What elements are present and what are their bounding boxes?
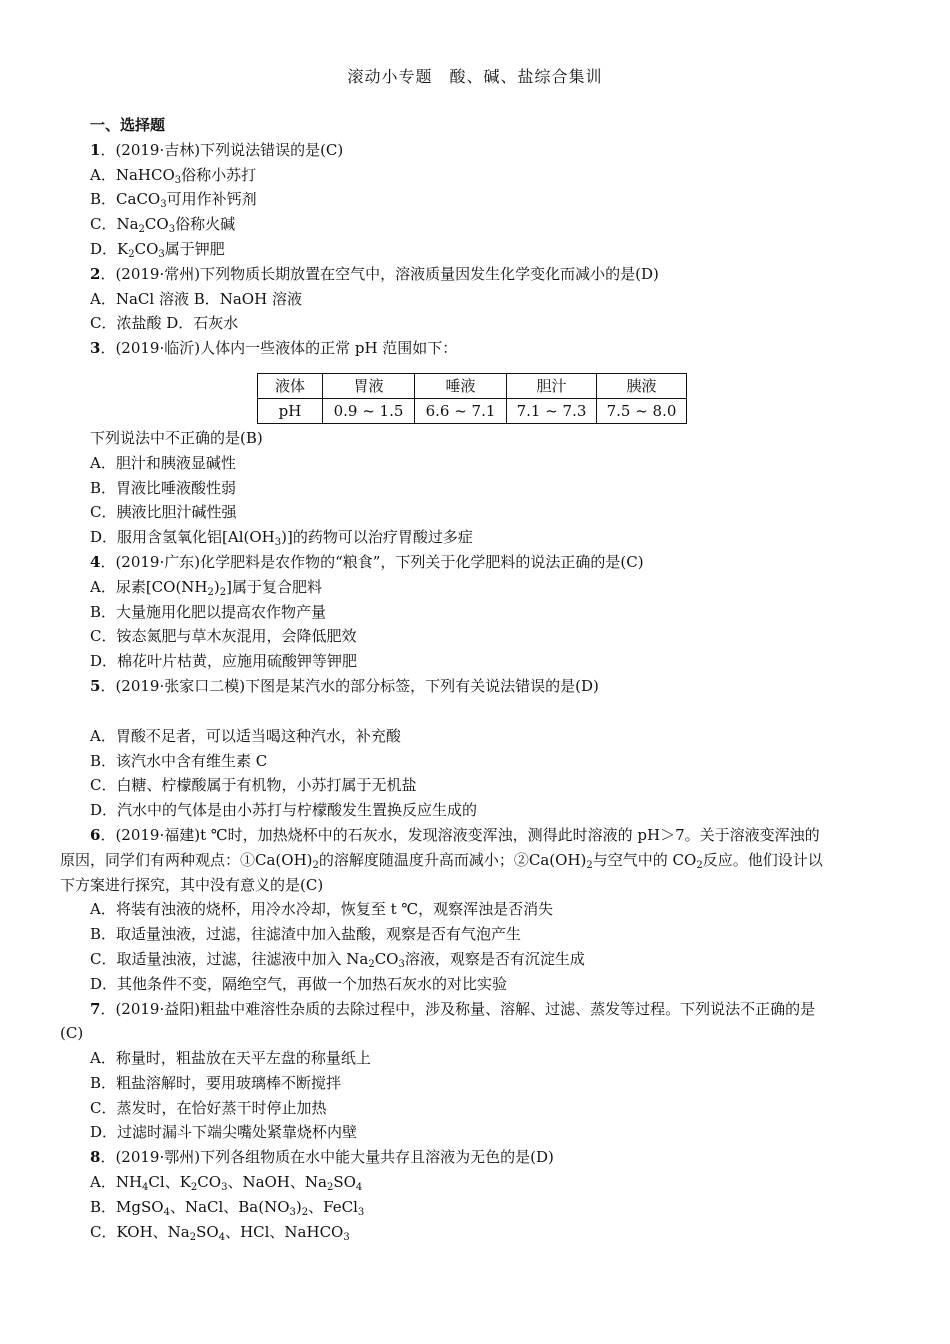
q3-option-d: D．服用含氢氧化铝$[Al(OH_3)]$的药物可以治疗胃酸过多症 bbox=[90, 528, 473, 549]
table-cell: 唾液 bbox=[415, 373, 507, 398]
question-3-stem: 3．(2019·临沂)人体内一些液体的正常 pH 范围如下： bbox=[90, 339, 458, 358]
table-cell: 胆汁 bbox=[507, 373, 597, 398]
question-1-stem: 1．(2019·吉林)下列说法错误的是(C) bbox=[90, 140, 344, 159]
table-cell: 7.5 ~ 8.0 bbox=[597, 398, 687, 423]
table-cell: 0.9 ~ 1.5 bbox=[323, 398, 415, 423]
q2-options-ab: A．NaCl 溶液 B．NaOH 溶液 bbox=[90, 289, 302, 308]
q7-option-d: D．过滤时漏斗下端尖嘴处紧靠烧杯内壁 bbox=[90, 1123, 358, 1142]
table-cell: 液体 bbox=[258, 373, 323, 398]
q5-option-d: D．汽水中的气体是由小苏打与柠檬酸发生置换反应生成的 bbox=[90, 801, 478, 820]
q3-option-c: C．胰液比胆汁碱性强 bbox=[90, 503, 237, 522]
q1-option-c: C．$Na_2CO_3$俗称火碱 bbox=[90, 215, 236, 236]
q3-option-a: A．胆汁和胰液显碱性 bbox=[90, 453, 236, 472]
q3-option-b: B．胃液比唾液酸性弱 bbox=[90, 478, 237, 497]
table-cell: 6.6 ~ 7.1 bbox=[415, 398, 507, 423]
q5-option-b: B．该汽水中含有维生素 C bbox=[90, 751, 268, 770]
q6-option-c: C．取适量浊液，过滤，往滤液中加入 $Na_2CO_3$溶液，观察是否有沉淀生成 bbox=[90, 949, 585, 970]
q5-option-a: A．胃酸不足者，可以适当喝这种汽水，补充酸 bbox=[90, 726, 401, 745]
q4-option-b: B．大量施用化肥以提高农作物产量 bbox=[90, 602, 327, 621]
ph-table bbox=[257, 373, 687, 424]
question-list bbox=[60, 113, 895, 1244]
table-cell: 7.1 ~ 7.3 bbox=[507, 398, 597, 423]
q8-option-a: A．$NH_4Cl$、$K_2CO_3$、NaOH、$Na_2SO_4$ bbox=[90, 1173, 363, 1194]
q4-option-c: C．铵态氮肥与草木灰混用，会降低肥效 bbox=[90, 627, 357, 646]
question-7-answer: (C) bbox=[60, 1024, 84, 1043]
question-7-stem: 7．(2019·益阳)粗盐中难溶性杂质的去除过程中，涉及称量、溶解、过滤、蒸发等过程。下列说法不正确的是 bbox=[90, 999, 816, 1018]
q6-option-d: D．其他条件不变，隔绝空气，再做一个加热石灰水的对比实验 bbox=[90, 974, 508, 993]
section-heading: 一、选择题 bbox=[90, 116, 166, 134]
label-image-space bbox=[60, 699, 895, 724]
ph-table-header-row bbox=[258, 373, 687, 398]
question-6-stem-end: 下方案进行探究，其中没有意义的是(C) bbox=[60, 875, 324, 894]
q8-option-c: C．KOH、$Na_2SO_4$、HCl、NaHCO$_3$ bbox=[90, 1222, 350, 1243]
q7-option-a: A．称量时，粗盐放在天平左盘的称量纸上 bbox=[90, 1049, 371, 1068]
q1-option-a: A．NaHCO$_3$俗称小苏打 bbox=[90, 165, 257, 186]
question-2-stem: 2．(2019·常州)下列物质长期放置在空气中，溶液质量因发生化学变化而减小的是(D) bbox=[90, 264, 659, 283]
q5-option-c: C．白糖、柠檬酸属于有机物，小苏打属于无机盐 bbox=[90, 776, 417, 795]
question-4-stem: 4．(2019·广东)化学肥料是农作物的“粮食”，下列关于化学肥料的说法正确的是(C) bbox=[90, 552, 644, 571]
question-6-stem-cont: 原因，同学们有两种观点：$①Ca(OH)_2$的溶解度随温度升高而减小；$②Ca(OH)_2$与空气中的 $CO_2$反应。他们设计以 bbox=[60, 850, 823, 871]
table-cell: 胰液 bbox=[597, 373, 687, 398]
q4-option-d: D．棉花叶片枯黄，应施用硫酸钾等钾肥 bbox=[90, 652, 358, 671]
question-5-stem: 5．(2019·张家口二模)下图是某汽水的部分标签，下列有关说法错误的是(D) bbox=[90, 676, 599, 695]
page-title: 滚动小专题 酸、碱、盐综合集训 bbox=[347, 67, 603, 86]
q2-options-cd: C．浓盐酸 D．石灰水 bbox=[90, 314, 239, 333]
q6-option-b: B．取适量浊液，过滤，往滤渣中加入盐酸，观察是否有气泡产生 bbox=[90, 925, 522, 944]
q1-option-d: D．$K_2CO_3$属于钾肥 bbox=[90, 239, 225, 260]
q6-option-a: A．将装有浊液的烧杯，用冷水冷却，恢复至 t ℃，观察浑浊是否消失 bbox=[90, 900, 554, 919]
q7-option-c: C．蒸发时，在恰好蒸干时停止加热 bbox=[90, 1098, 327, 1117]
q3-question: 下列说法中不正确的是(B) bbox=[90, 428, 263, 447]
q8-option-b: B．MgSO$_4$、NaCl、$Ba(NO_3)_2$、FeCl$_3$ bbox=[90, 1197, 365, 1218]
question-8-stem: 8．(2019·鄂州)下列各组物质在水中能大量共存且溶液为无色的是(D) bbox=[90, 1148, 554, 1167]
table-cell: 胃液 bbox=[323, 373, 415, 398]
q7-option-b: B．粗盐溶解时，要用玻璃棒不断搅拌 bbox=[90, 1073, 342, 1092]
q1-option-b: B．CaCO$_3$可用作补钙剂 bbox=[90, 190, 257, 211]
q4-option-a: A．尿素$[CO(NH_2)_2]$属于复合肥料 bbox=[90, 577, 322, 598]
ph-table-value-row bbox=[258, 398, 687, 423]
table-cell: pH bbox=[258, 398, 323, 423]
question-6-stem: 6．(2019·福建)t ℃时，加热烧杯中的石灰水，发现溶液变浑浊，测得此时溶液的 pH＞7。关于溶液变浑浊的 bbox=[90, 825, 820, 844]
